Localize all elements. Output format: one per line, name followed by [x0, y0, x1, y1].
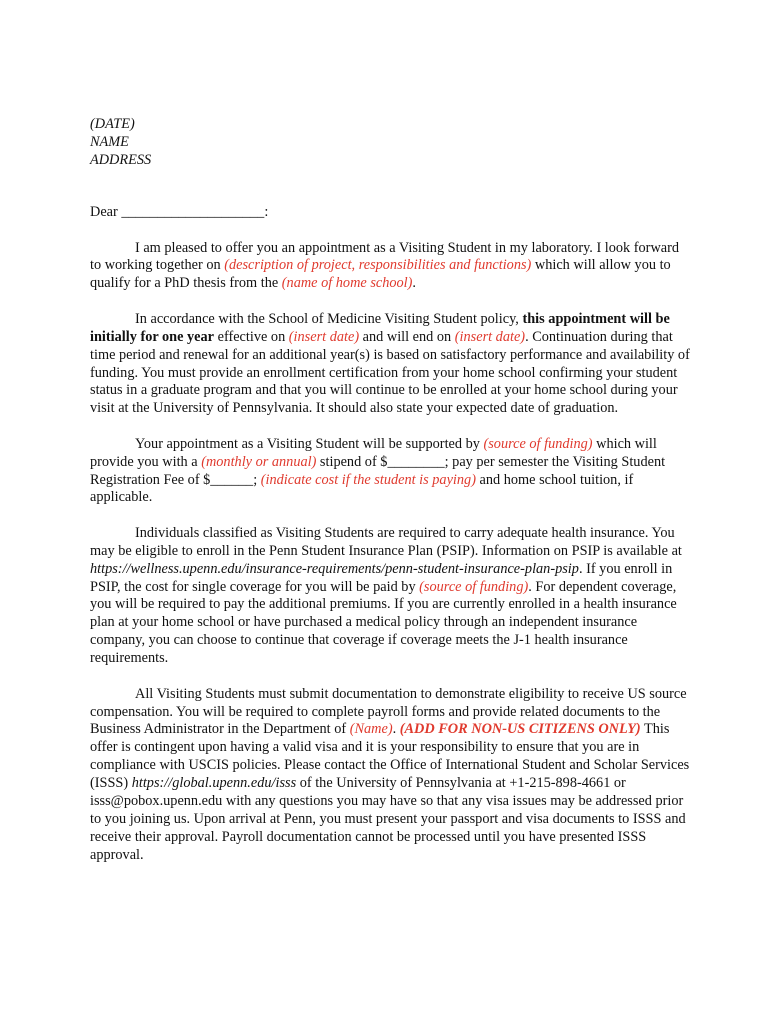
isss-link-text: https://global.upenn.edu/isss — [131, 775, 297, 792]
placeholder-project-description: (description of project, responsibilities and functions) — [224, 257, 532, 274]
placeholder-insurance-funding: (source of funding) — [419, 578, 529, 595]
psip-link-text: https://wellness.upenn.edu/insurance-requirements/penn-student-insurance-plan-psip — [90, 560, 579, 577]
name-placeholder: NAME — [90, 133, 129, 150]
placeholder-department-name: (Name) — [349, 721, 393, 738]
letter-header — [90, 116, 690, 170]
placeholder-student-cost: (indicate cost if the student is paying) — [260, 471, 476, 488]
paragraph-appointment-offer: I am pleased to offer you an appointment as a Visiting Student in my laboratory. I look forward to working together on (description of project, responsibilities and functions) which will allow you to qualify for a PhD thesis from the (name of home school). — [90, 239, 680, 292]
placeholder-stipend-period: (monthly or annual) — [201, 453, 317, 470]
paragraph-health-insurance: Individuals classified as Visiting Students are required to carry adequate health insurance. You may be eligible to enroll in the Penn Student Insurance Plan (PSIP). Information on PSIP is available at https://wellness.upenn.edu/insurance-requirements/penn-student-insurance-plan-psip. If you enroll in PSIP, the cost for single coverage for you will be paid by (source of funding). For dependent coverage, you will be required to pay the additional premiums. If you are currently enrolled in a health insurance plan at your home school or have purchased a medical policy through an independent insurance company, you can choose to continue that coverage if coverage meets the J-1 health insurance requirements. — [90, 524, 682, 667]
placeholder-funding-source: (source of funding) — [483, 435, 593, 452]
address-placeholder: ADDRESS — [90, 151, 152, 168]
paragraph-funding: Your appointment as a Visiting Student will be supported by (source of funding) which will provide you with a (monthly or annual) stipend of $________; pay per semester the Visiting Student Registration Fee of $______; (indicate cost if the student is paying) and home school tuition, if applicable. — [90, 435, 666, 506]
salutation: Dear ____________________: — [90, 203, 269, 220]
placeholder-start-date: (insert date) — [288, 328, 360, 345]
placeholder-home-school: (name of home school) — [281, 275, 413, 292]
placeholder-end-date: (insert date) — [454, 328, 526, 345]
non-us-citizens-note: (ADD FOR NON-US CITIZENS ONLY) — [399, 721, 641, 738]
date-placeholder: (DATE) — [90, 116, 135, 132]
appointment-duration-emphasis: this appointment will be initially for one year — [90, 310, 670, 345]
paragraph-appointment-terms: In accordance with the School of Medicine Visiting Student policy, this appointment will be initially for one year effective on (insert date) and will end on (insert date). Continuation during that time period and renewal for an additional year(s) is based on satisfactory performance and availability of funding. You must provide an enrollment certification from your home school confirming your student status in a graduate program and that you will continue to be enrolled at your home school during your visit at the University of Pennsylvania. It should also state your expected date of graduation. — [90, 310, 690, 417]
offer-letter — [90, 116, 690, 882]
paragraph-documentation: All Visiting Students must submit documentation to demonstrate eligibility to receive US source compensation. You will be required to complete payroll forms and provide related documents to the Business Administrator in the Department of (Name). (ADD FOR NON-US CITIZENS ONLY) This offer is contingent upon having a valid visa and it is your responsibility to ensure that you are in compliance with USCIS policies. Please contact the Office of International Student and Scholar Services (ISSS) https://global.upenn.edu/isss of the University of Pennsylvania at +1-215-898-4661 or isss@pobox.upenn.edu with any questions you may have so that any visa issues may be addressed prior to you joining us. Upon arrival at Penn, you must present your passport and visa documents to ISSS and receive their approval. Payroll documentation cannot be processed until you have presented ISSS approval. — [90, 685, 690, 863]
